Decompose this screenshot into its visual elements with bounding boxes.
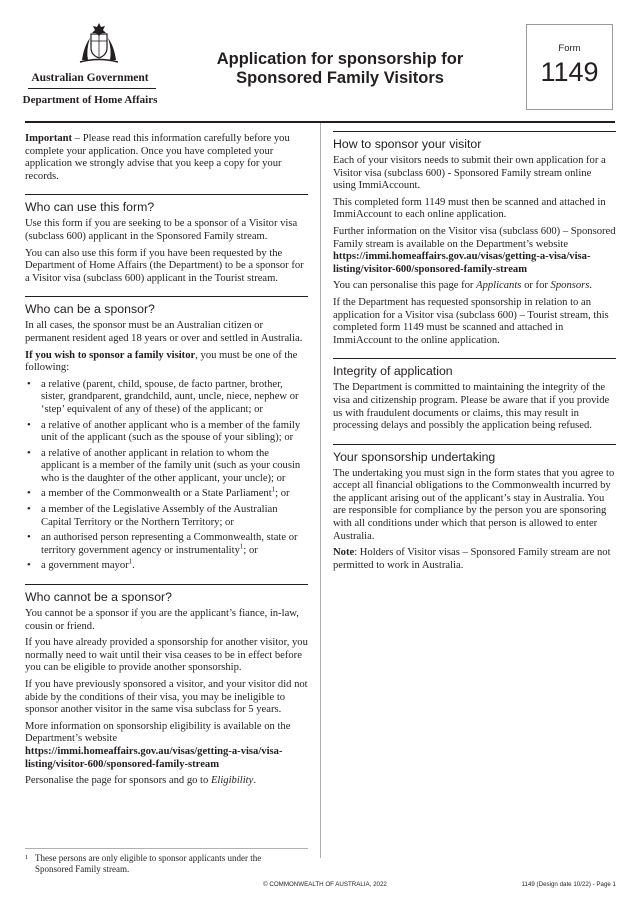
paragraph: The Department is committed to maintaining the integrity of the visa and citizenship program. Please be aware that if you provide us with fraudulent documents or claims, this may result in processing delays and possibly the application being refused. [333, 382, 610, 432]
form-label: Form [558, 43, 581, 54]
list-item: • a relative (parent, child, spouse, de facto partner, brother, sister, grandparent, grandchild, aunt, uncle, niece, nephew or ‘step’ equivalent of any of these) of the applicant; or [41, 379, 308, 417]
paragraph: The undertaking you must sign in the form states that you agree to accept all financial obligations to the Commonwealth incurred by the applicant arising out of the applicant’s stay in Australia. You are responsible for compliance by the person you are sponsoring with all conditions under which that person is allowed to enter Australia. [333, 467, 615, 542]
list-item-text: a government mayor [41, 560, 129, 572]
left-column [25, 133, 308, 792]
form-title [200, 50, 480, 88]
list-item-text: ; or [275, 488, 290, 500]
family-visitor-label: If you wish to sponsor a family visitor [25, 349, 196, 361]
coat-of-arms-icon [78, 20, 120, 64]
footnote-marker: 1 [271, 485, 276, 494]
note-text: : Holders of Visitor visas – Sponsored Family stream are not permitted to work in Australia. [333, 547, 611, 571]
sponsors-link[interactable]: Sponsors [550, 280, 590, 292]
paragraph-text: Further information on the Visitor visa (subclass 600) – Sponsored Family stream is available on the Department’s website [333, 225, 616, 250]
paragraph: Use this form if you are seeking to be a sponsor of a Visitor visa (subclass 600) applicant in the Sponsored Family stream. [25, 218, 298, 242]
footnote-divider [25, 848, 308, 849]
paragraph: You cannot be a sponsor if you are the applicant’s fiance, in-law, cousin or friend. [25, 608, 299, 632]
paragraph [333, 226, 616, 276]
list-item [41, 557, 308, 573]
paragraph-text: More information on sponsorship eligibility is available on the Department’s website [25, 720, 291, 745]
paragraph: Each of your visitors needs to submit their own application for a Visitor visa (subclass 600) - Sponsored Family stream online using ImmiAccount. [333, 155, 606, 192]
footnote-number: 1 [25, 854, 29, 861]
list-item: • a relative of another applicant in relation to whom the applicant is a member of the family unit (such as your cousin who is the daughter of the other applicant, your uncle); or [41, 448, 308, 486]
form-title-line1: Application for sponsorship for [216, 50, 464, 68]
note-label: Note [333, 547, 355, 559]
sponsor-eligibility-list [25, 379, 308, 573]
section-heading-who-cannot-sponsor: Who cannot be a sponsor? [25, 584, 308, 604]
list-item-text: . [132, 560, 135, 572]
list-item [41, 532, 308, 557]
department-name: Department of Home Affairs [22, 94, 158, 106]
important-notice [25, 133, 308, 183]
footnote-marker: 1 [239, 542, 244, 551]
right-column [333, 131, 616, 576]
paragraph [333, 280, 616, 293]
page-info: 1149 (Design date 10/22) - Page 1 [521, 881, 616, 888]
footnote-marker: 1 [128, 557, 133, 566]
applicants-link[interactable]: Applicants [476, 280, 522, 292]
list-item: • a relative of another applicant who is a member of the family unit of the applicant (such as the spouse of your sibling); or [41, 420, 308, 445]
paragraph: If you have previously sponsored a visitor, and your visitor did not abide by the conditions of their visa, you may be ineligible to sponsor another visitor in the same visa subclass for 5 years. [25, 679, 308, 716]
government-name: Australian Government [31, 72, 149, 84]
paragraph: You can also use this form if you have been requested by the Department of Home Affairs (the Department) to be a sponsor for a Visitor visa (subclass 600) applicant in the Tourist stream. [25, 247, 304, 284]
paragraph: If the Department has requested sponsorship in relation to an application for a Visitor visa (subclass 600) – Tourist stream, this completed form 1149 must be scanned and attached in ImmiAccount to the online application. [333, 296, 609, 346]
list-item-text: an authorised person representing a Commonwealth, state or territory government agency or instrumentality [41, 532, 298, 556]
column-divider [320, 123, 321, 858]
list-item-text: a member of the Commonwealth or a State Parliament [41, 488, 272, 500]
paragraph-text: or for [521, 280, 551, 292]
paragraph: If you have already provided a sponsorship for another visitor, you normally need to wait until their visa ceases to be in effect before you can be eligible to provide another sponsorship. [25, 637, 308, 674]
eligibility-link[interactable]: https://immi.homeaffairs.gov.au/visas/getting-a-visa/visa-listing/visitor-600/sponsored-family-stream [25, 745, 283, 770]
paragraph [25, 775, 308, 788]
divider [28, 88, 156, 89]
copyright: © COMMONWEALTH OF AUSTRALIA, 2022 [263, 881, 387, 888]
form-number-box [526, 24, 613, 110]
list-item: • a member of the Legislative Assembly of the Australian Capital Territory or the Northern Territory; or [41, 504, 308, 529]
section-heading-integrity: Integrity of application [333, 358, 616, 378]
paragraph [25, 721, 308, 771]
paragraph: This completed form 1149 must then be scanned and attached in ImmiAccount to each online application. [333, 196, 606, 221]
paragraph [25, 350, 308, 375]
section-heading-who-can-sponsor: Who can be a sponsor? [25, 296, 308, 316]
section-heading-undertaking: Your sponsorship undertaking [333, 444, 616, 464]
eligibility-section-link[interactable]: Eligibility [210, 775, 254, 787]
visa-info-link[interactable]: https://immi.homeaffairs.gov.au/visas/getting-a-visa/visa-listing/visitor-600/sponsored-family-stream [333, 251, 591, 275]
form-number: 1149 [540, 57, 599, 87]
footnote-text: These persons are only eligible to sponsor applicants under the Sponsored Family stream. [35, 853, 262, 874]
note [333, 547, 616, 572]
section-heading-how-to-sponsor: How to sponsor your visitor [333, 131, 616, 151]
family-visitor-text: , you must be one of the following: [25, 349, 298, 374]
paragraph: In all cases, the sponsor must be an Australian citizen or permanent resident aged 18 years or over and settled in Australia. [25, 320, 303, 344]
section-heading-who-can-use: Who can use this form? [25, 194, 308, 214]
important-label: Important [25, 133, 73, 144]
paragraph-text: You can personalise this page for [333, 280, 477, 292]
important-text: – Please read this information carefully before you complete your application. Once you have completed your application we strongly advise that you keep a copy for your records. [25, 133, 290, 182]
list-item-text: ; or [243, 544, 258, 556]
paragraph-text: . [253, 775, 256, 787]
paragraph-text: . [589, 280, 593, 292]
footnote [25, 853, 295, 875]
paragraph-text: Personalise the page for sponsors and go to [25, 775, 211, 787]
list-item [41, 485, 308, 501]
form-title-line2: Sponsored Family Visitors [236, 69, 444, 87]
